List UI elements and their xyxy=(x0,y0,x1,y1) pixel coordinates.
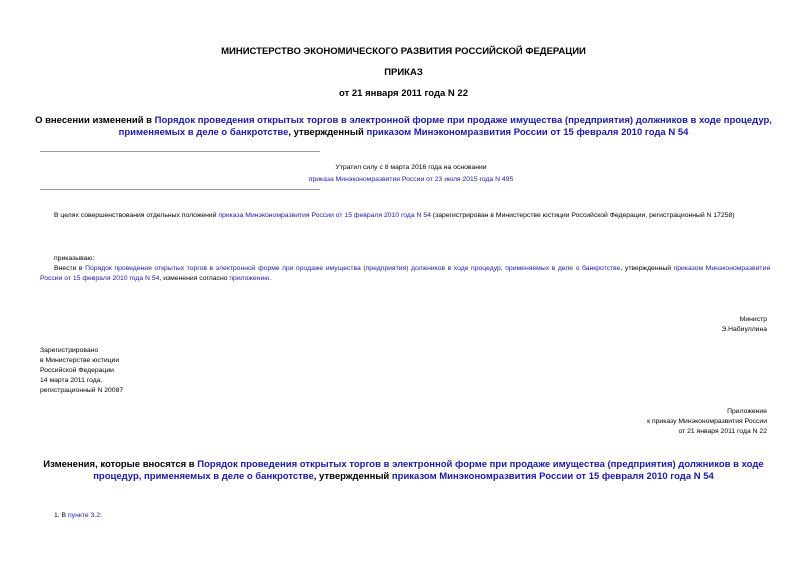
order-word: приказываю: xyxy=(54,255,95,262)
preamble-decree-link[interactable]: приказа Минэкономразвития России от 15 февраля 2010 года N 54 xyxy=(218,212,431,219)
item-1-suffix: : xyxy=(100,512,102,519)
item-1 xyxy=(54,511,102,521)
changes-title-decree-link[interactable]: приказом Минэкономразвития России от 15 февраля 2010 года N 54 xyxy=(391,471,714,482)
appendix-line: от 21 января 2011 года N 22 xyxy=(678,428,767,435)
preamble-prefix: В целях совершенствования отдельных положений xyxy=(54,212,219,219)
title-prefix: О внесении изменений в xyxy=(35,115,155,126)
order-item-decree-link[interactable]: приказом Минэкономразвития России от 15 февраля 2010 года N 54 xyxy=(40,265,770,282)
registration-block xyxy=(40,346,260,396)
ministry-heading: МИНИСТЕРСТВО ЭКОНОМИЧЕСКОГО РАЗВИТИЯ РОССИЙСКОЙ ФЕДЕРАЦИИ xyxy=(221,46,586,57)
changes-title xyxy=(30,459,777,483)
divider-top xyxy=(40,151,320,152)
title-mid: , утвержденный xyxy=(288,127,367,138)
registration-line: в Министерстве юстиции xyxy=(40,357,120,364)
order-item-appendix-link[interactable]: приложению xyxy=(229,275,270,282)
repeal-notice xyxy=(40,163,782,185)
title-order-link[interactable]: Порядок проведения открытых торгов в электронной форме при продаже имущества (предприятия) должников в ходе процедур, применяемых в деле о банкротстве xyxy=(118,115,772,138)
document-title xyxy=(30,115,777,139)
appendix-line: Приложение xyxy=(727,408,767,415)
changes-title-mid: , утвержденный xyxy=(313,471,392,482)
repeal-order-link[interactable]: приказа Минэкономразвития России от 23 июля 2015 года N 495 xyxy=(308,176,514,183)
order-item-end: . xyxy=(269,275,272,282)
signature-block xyxy=(567,315,767,335)
order-item-mid2: , изменения согласно xyxy=(159,275,230,282)
divider-bottom xyxy=(40,189,320,190)
item-1-prefix: 1. В xyxy=(54,512,68,519)
changes-title-prefix: Изменения, которые вносятся в xyxy=(43,459,198,470)
order-item-prefix: Внести в xyxy=(54,265,86,272)
document-type: ПРИКАЗ xyxy=(384,67,423,78)
appendix-block xyxy=(517,407,767,437)
registration-line: 14 марта 2011 года, xyxy=(40,377,103,384)
preamble-suffix: (зарегистрирован в Министерстве юстиции Российской Федерации, регистрационный N 17258) xyxy=(430,212,735,219)
repeal-notice-text: Утратил силу с 8 марта 2016 года на основании xyxy=(335,164,487,171)
signature-name: Э.Набиуллина xyxy=(721,326,767,333)
appendix-line: к приказу Минэкономразвития России xyxy=(647,418,767,425)
registration-line: регистрационный N 20087 xyxy=(40,387,124,394)
item-1-clause-link[interactable]: пункте 3.2 xyxy=(67,512,101,519)
document-date: от 21 января 2011 года N 22 xyxy=(339,88,468,99)
preamble-paragraph xyxy=(40,211,770,221)
order-item-order-link[interactable]: Порядок проведения открытых торгов в электронной форме при продаже имущества (предприятия) должников в ходе процедур, применяемых в деле о банкротстве xyxy=(85,265,621,272)
order-item-paragraph xyxy=(40,264,770,284)
registration-line: Российской Федерации xyxy=(40,367,114,374)
order-item-mid: , утвержденный xyxy=(620,265,674,272)
registration-line: Зарегистрировано xyxy=(40,347,99,354)
changes-title-order-link[interactable]: Порядок проведения открытых торгов в электронной форме при продаже имущества (предприятия) должников в ходе процедур, применяемых в деле о банкротстве xyxy=(93,459,764,482)
signature-position: Министр xyxy=(739,316,767,323)
title-decree-link[interactable]: приказом Минэкономразвития России от 15 февраля 2010 года N 54 xyxy=(366,127,689,138)
